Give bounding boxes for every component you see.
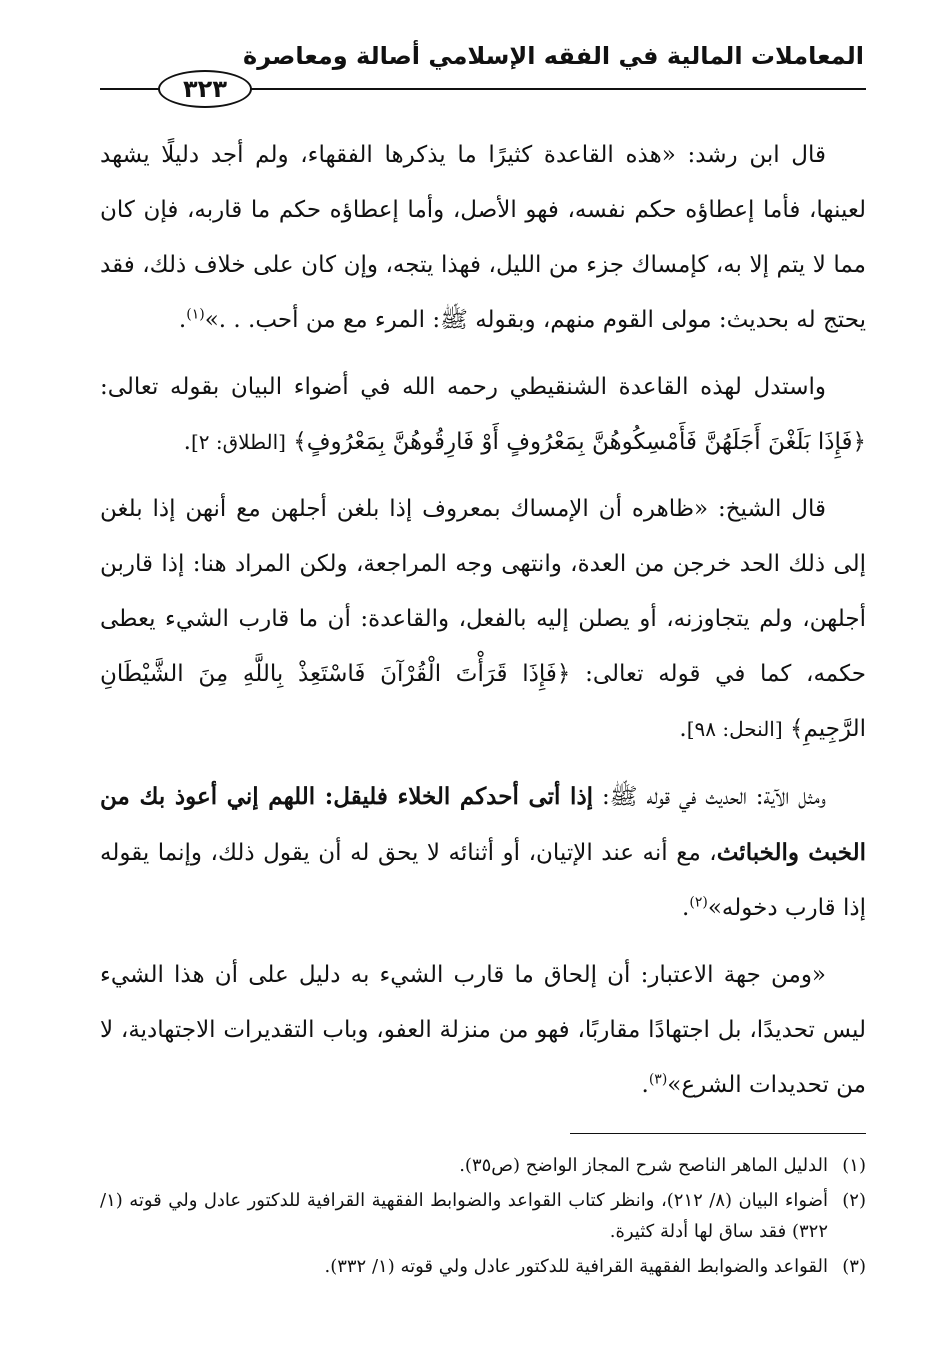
footnote-number: (١) [842,1155,866,1176]
paragraph-tail: . [183,429,191,455]
paragraph-tail: . [641,1072,649,1098]
paragraph-hadith [100,769,866,936]
paragraph-text: «ومن جهة الاعتبار: أن إلحاق ما قارب الشيء به دليل على أن هذا الشيء ليس تحديدًا، بل اجتهادًا مقاربًا، فهو من منزلة العفو، وباب التقديرات الاجتهادية، لا من تحديدات الشرع» [100,962,866,1098]
paragraph-ibn-rushd [100,128,866,348]
footnote-marker: (١) [186,306,205,323]
footnotes [100,1150,866,1286]
paragraph-lead: ومثل الآية: الحديث في قوله ﷺ: [593,784,826,810]
footnote-text: أضواء البيان (٨/ ٢١٢)، وانظر كتاب القواعد والضوابط الفقهية القرافية للدكتور عادل ولي قوته (١/ ٣٢٢) فقد ساق لها أدلة كثيرة. [100,1190,828,1242]
footnote-number: (٢) [842,1190,866,1211]
footnote-marker: (٣) [648,1071,668,1088]
paragraph-tail: . [682,895,690,921]
footnote-item [100,1251,866,1282]
body-text [100,128,866,1125]
footnote-separator [570,1133,866,1134]
paragraph-tail: . [679,716,687,742]
footnote-item [100,1150,866,1181]
footnote-text: الدليل الماهر الناصح شرح المجاز الواضح (ص٣٥). [459,1155,828,1176]
running-title: المعاملات المالية في الفقه الإسلامي أصالة ومعاصرة [243,42,864,70]
paragraph-tail: . [178,307,187,333]
paragraph-itibar [100,948,866,1113]
paragraph-text: قال ابن رشد: «هذه القاعدة كثيرًا ما يذكرها الفقهاء، ولم أجد دليلًا يشهد لعينها، فأما إعطاؤه حكم نفسه، فهو الأصل، وأما إعطاؤه حكم ما قاربه، فإن كان مما لا يتم إلا به، كإمساك جزء من الليل، فهذا يتجه، وإن كان على خلاف ذلك، فقد يحتج له بحديث: مولى القوم منهم، وبقوله ﷺ: المرء مع من أحب. . .» [100,142,866,333]
paragraph-text: واستدل لهذه القاعدة الشنقيطي رحمه الله في أضواء البيان بقوله تعالى: ﴿فَإِذَا بَلَغْنَ أَجَلَهُنَّ فَأَمْسِكُوهُنَّ بِمَعْرُوفٍ أَوْ فَارِقُوهُنَّ بِمَعْرُوفٍ﴾ [100,374,866,455]
paragraph-text: قال الشيخ: «ظاهره أن الإمساك بمعروف إذا بلغن أجلهن مع أنهن إذا بلغن إلى ذلك الحد خرجن من العدة، وانتهى وجه المراجعة، ولكن المراد هنا: إذا قاربن أجلهن، ولم يتجاوزنه، أو يصلن إليه بالفعل، والقاعدة: أن ما قارب الشيء يعطى حكمه، كما في قوله تعالى: ﴿فَإِذَا قَرَأْتَ الْقُرْآنَ فَاسْتَعِذْ بِاللَّهِ مِنَ الشَّيْطَانِ الرَّجِيمِ﴾ [100,496,866,742]
paragraph-sheikh [100,482,866,757]
paragraph-text: ، مع أنه عند الإتيان، أو أثنائه لا يحق له أن يقول ذلك، وإنما يقوله إذا قارب دخوله» [100,840,866,921]
page-number: ٣٢٣ [158,70,252,108]
quran-reference: [النحل: ٩٨] [686,717,783,741]
hadith-text: إذا أتى أحدكم الخلاء فليقل: اللهم إني أعوذ بك من الخبث والخبائث [100,783,866,866]
paragraph-shinqiti [100,360,866,470]
footnote-text: القواعد والضوابط الفقهية القرافية للدكتور عادل ولي قوته (١/ ٣٣٢). [324,1256,828,1277]
footnote-marker: (٢) [689,894,708,911]
quran-reference: [الطلاق: ٢] [190,430,286,454]
footnote-item [100,1185,866,1247]
footnote-number: (٣) [842,1256,866,1277]
